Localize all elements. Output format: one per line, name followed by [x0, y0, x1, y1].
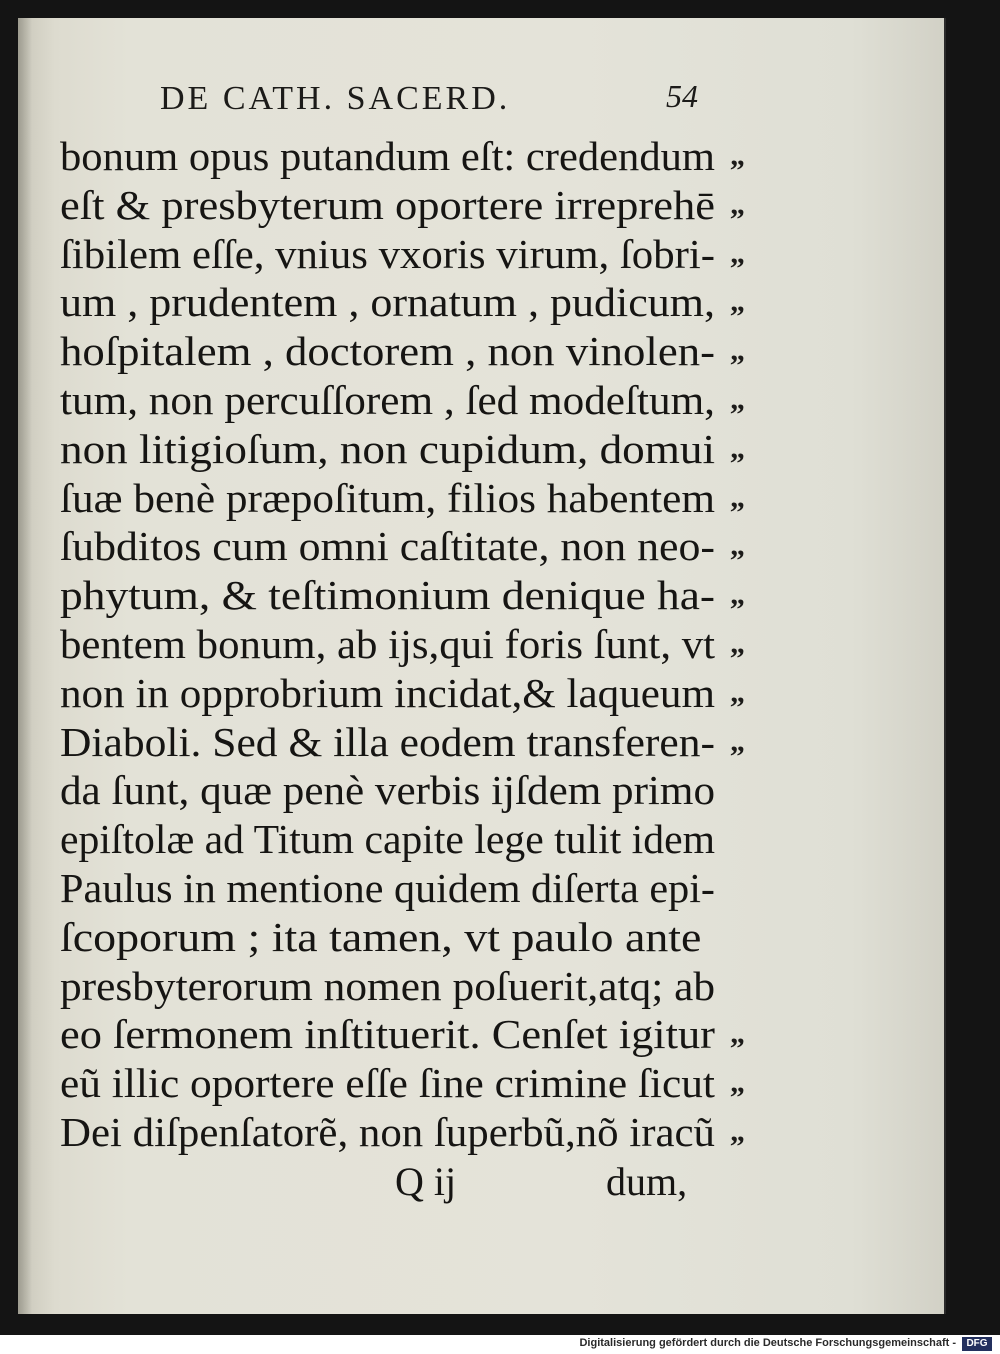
- text-line: [60, 718, 780, 767]
- main-text-block: [60, 132, 780, 1157]
- folio-number: 54: [666, 78, 698, 114]
- dfg-logo: DFG: [962, 1337, 992, 1351]
- line-text: Dei diſpenſatorẽ, non ſuperbũ,nõ iracũ: [60, 1108, 716, 1155]
- text-line: [60, 669, 780, 718]
- marginal-quote-mark: „: [730, 529, 745, 563]
- text-line: [60, 815, 780, 864]
- marginal-quote-mark: „: [730, 431, 745, 465]
- line-text: ſubditos cum omni caſtitate, non neo-: [60, 523, 716, 570]
- text-line: [60, 620, 780, 669]
- text-line: [60, 522, 780, 571]
- line-text: eſt & presbyterum oportere irreprehē: [60, 181, 716, 228]
- line-text: bentem bonum, ab ijs,qui foris ſunt, vt: [60, 620, 716, 667]
- text-line: [60, 1108, 780, 1157]
- line-text: Paulus in mentione quidem diſerta epi-: [60, 864, 715, 911]
- marginal-quote-mark: „: [730, 334, 745, 368]
- text-line: [60, 1010, 780, 1059]
- line-text: eo ſermonem inſtituerit. Cenſet igitur: [60, 1011, 715, 1058]
- text-line: [60, 376, 780, 425]
- text-line: [60, 230, 780, 279]
- text-line: [60, 962, 780, 1011]
- line-text: da ſunt, quæ penè verbis ijſdem primo: [60, 767, 716, 814]
- line-text: ſuæ benè præpoſitum, filios habentem: [60, 474, 715, 521]
- text-line: [60, 766, 780, 815]
- line-text: presbyterorum nomen poſuerit,atq; ab: [60, 962, 716, 1009]
- marginal-quote-mark: „: [730, 1114, 745, 1148]
- binding-shadow: [18, 18, 32, 1314]
- text-line: [60, 474, 780, 523]
- catchword: dum,: [606, 1159, 688, 1204]
- line-text: eũ illic oportere eſſe ſine crimine ſicut: [60, 1060, 715, 1107]
- marginal-quote-mark: „: [730, 1066, 745, 1100]
- text-line: [60, 132, 780, 181]
- line-text: ſibilem eſſe, vnius vxoris virum, ſobri-: [60, 230, 715, 277]
- marginal-quote-mark: „: [730, 236, 745, 270]
- marginal-quote-mark: „: [730, 675, 745, 709]
- text-line: [60, 864, 780, 913]
- line-text: um , prudentem , ornatum , pudicum,: [60, 279, 716, 326]
- footer-credit: Digitalisierung gefördert durch die Deutsche Forschungsgemeinschaft -: [579, 1337, 956, 1349]
- line-text: bonum opus putandum eſt: credendum: [60, 133, 716, 179]
- marginal-quote-mark: „: [730, 578, 745, 612]
- text-line: [60, 425, 780, 474]
- line-text: hoſpitalem , doctorem , non vinolen-: [60, 328, 715, 375]
- signature-mark: Q ij: [395, 1159, 457, 1204]
- book-page: [18, 18, 946, 1314]
- running-head: DE CATH. SACERD.: [160, 80, 511, 117]
- text-line: [60, 181, 780, 230]
- line-text: non in opprobrium incidat,& laqueum: [60, 669, 716, 716]
- text-line: [60, 1059, 780, 1108]
- marginal-quote-mark: „: [730, 139, 745, 172]
- text-line: [60, 327, 780, 376]
- text-line: [60, 913, 780, 962]
- line-text: non litigioſum, non cupidum, domui: [60, 425, 716, 472]
- line-text: epiſtolæ ad Titum capite lege tulit idem: [60, 816, 716, 863]
- marginal-quote-mark: „: [730, 285, 745, 319]
- line-text: Diaboli. Sed & illa eodem transferen-: [60, 718, 715, 765]
- marginal-quote-mark: „: [730, 626, 745, 660]
- line-text: ſcoporum ; ita tamen, vt paulo ante: [60, 913, 702, 960]
- marginal-quote-mark: „: [730, 187, 745, 221]
- text-line: [60, 571, 780, 620]
- marginal-quote-mark: „: [730, 1017, 745, 1051]
- line-text: tum, non percuſſorem , ſed modeſtum,: [60, 376, 715, 423]
- marginal-quote-mark: „: [730, 480, 745, 514]
- line-text: phytum, & teſtimonium denique ha-: [60, 572, 716, 619]
- marginal-quote-mark: „: [730, 724, 745, 758]
- digitization-footer: [0, 1335, 1000, 1354]
- marginal-quote-mark: „: [730, 382, 745, 416]
- text-line: [60, 278, 780, 327]
